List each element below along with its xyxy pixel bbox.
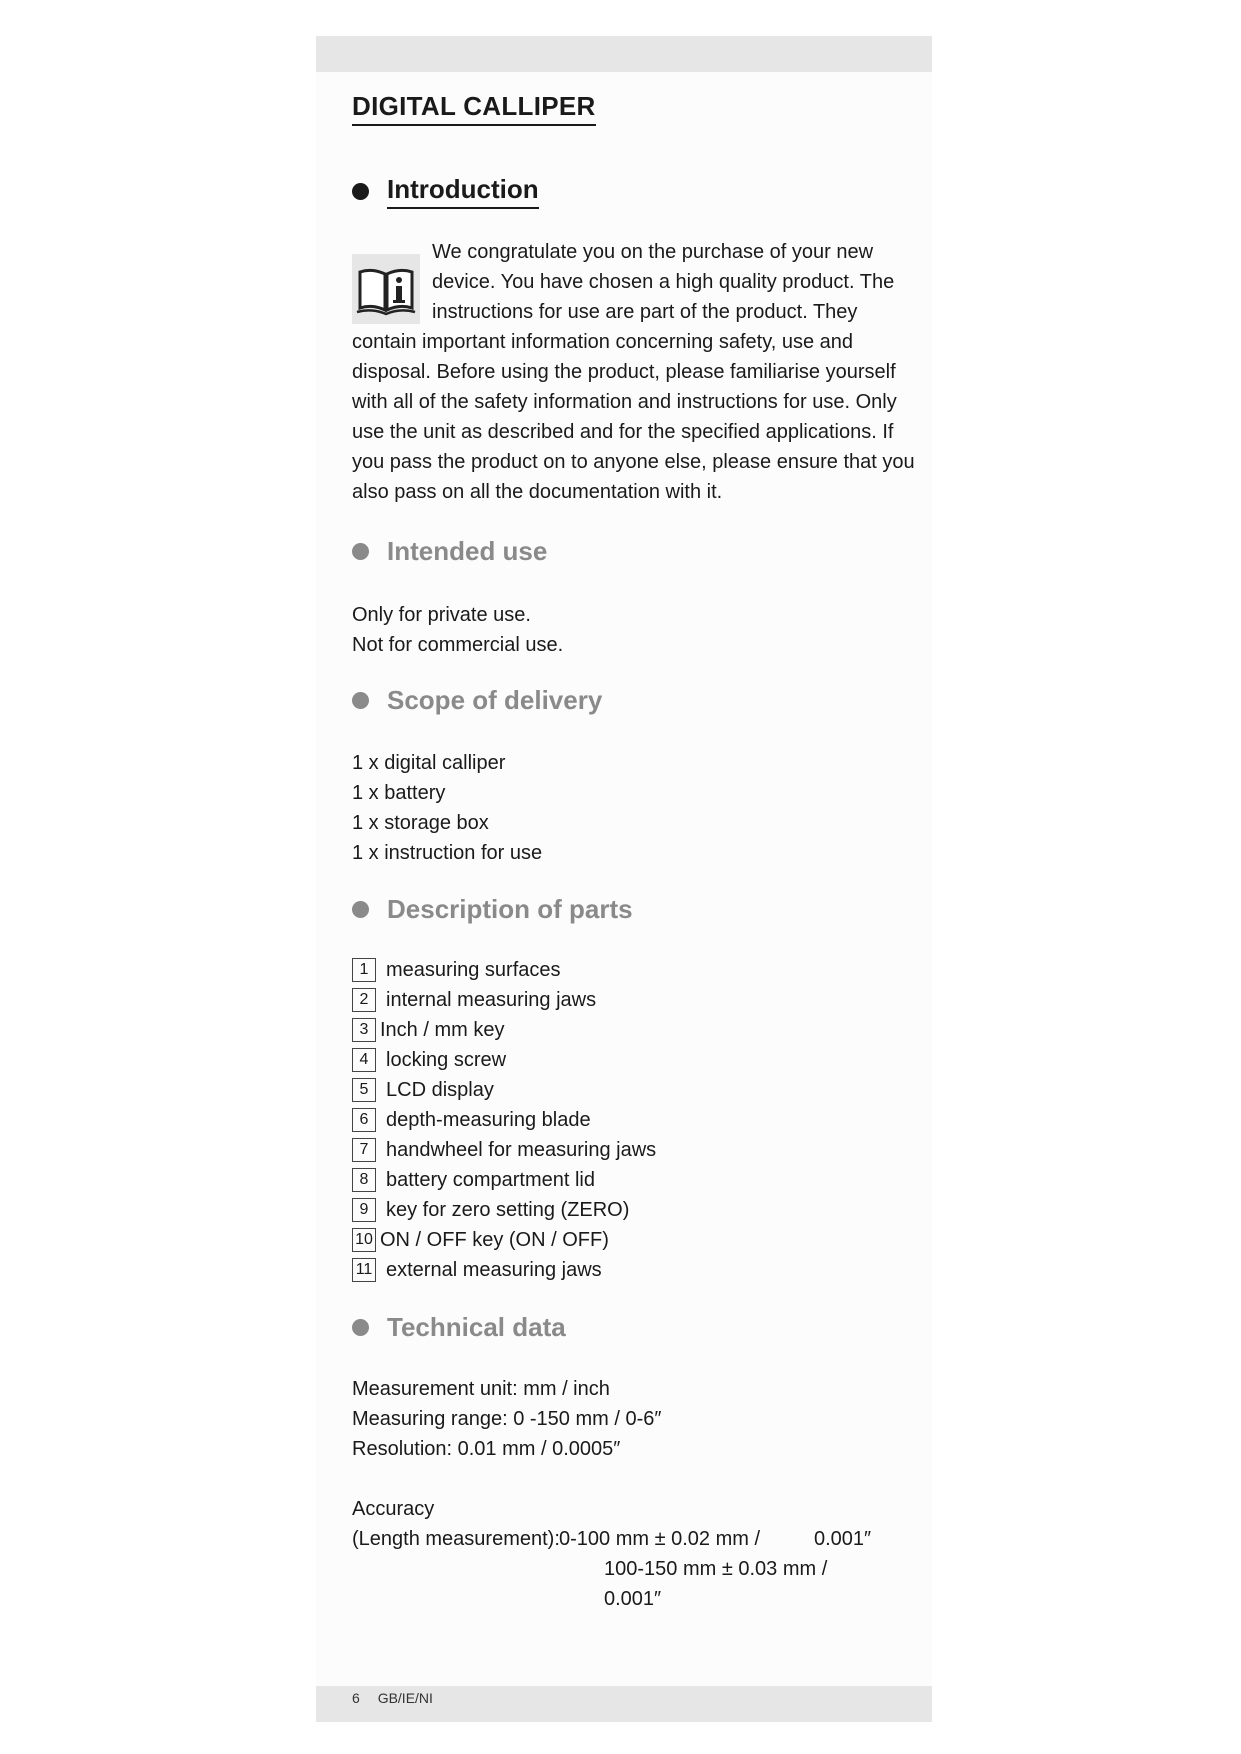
section-heading-parts: [352, 894, 633, 925]
part-number: 2: [352, 988, 376, 1012]
part-item: [352, 1048, 506, 1072]
scope-item: 1 x battery: [352, 782, 446, 804]
part-number: 1: [352, 958, 376, 982]
intro-text-line: instructions for use are part of the product. They: [432, 301, 858, 323]
part-item: [352, 1018, 504, 1042]
tech-unit: Measurement unit: mm / inch: [352, 1378, 610, 1400]
part-item: [352, 1168, 595, 1192]
tech-accuracy-line: 0.001″: [814, 1528, 872, 1550]
part-number: 6: [352, 1108, 376, 1132]
part-label: LCD display: [386, 1078, 494, 1101]
part-item: [352, 988, 596, 1012]
part-label: battery compartment lid: [386, 1168, 595, 1191]
part-item: [352, 1138, 656, 1162]
intro-text-line: use the unit as described and for the specified applications. If: [352, 421, 894, 443]
part-number: 11: [352, 1258, 376, 1282]
part-label: external measuring jaws: [386, 1258, 602, 1281]
part-number: 7: [352, 1138, 376, 1162]
part-item: [352, 1078, 494, 1102]
section-label: Scope of delivery: [387, 685, 603, 715]
section-label: Intended use: [387, 536, 548, 566]
section-heading-introduction: [352, 174, 539, 209]
part-label: key for zero setting (ZERO): [386, 1198, 630, 1221]
part-label: ON / OFF key (ON / OFF): [380, 1228, 609, 1251]
bullet-icon: [352, 1319, 369, 1336]
region-code: GB/IE/NI: [377, 1690, 433, 1706]
part-number: 4: [352, 1048, 376, 1072]
page-footer: [352, 1690, 433, 1706]
tech-accuracy-line: 0.001″: [604, 1588, 662, 1610]
part-item: [352, 1228, 609, 1252]
tech-resolution: Resolution: 0.01 mm / 0.0005″: [352, 1438, 621, 1460]
part-number: 8: [352, 1168, 376, 1192]
section-label: Technical data: [387, 1312, 566, 1342]
part-number: 3: [352, 1018, 376, 1042]
manual-page: [316, 36, 932, 1722]
part-label: measuring surfaces: [386, 958, 561, 981]
scope-item: 1 x storage box: [352, 812, 489, 834]
part-label: depth-measuring blade: [386, 1108, 591, 1131]
part-label: Inch / mm key: [380, 1018, 505, 1041]
document-title: DIGITAL CALLIPER: [352, 91, 596, 126]
part-number: 9: [352, 1198, 376, 1222]
part-label: locking screw: [386, 1048, 507, 1071]
part-label: handwheel for measuring jaws: [386, 1138, 657, 1161]
section-heading-technical: [352, 1312, 566, 1343]
intended-use-line: Only for private use.: [352, 604, 531, 626]
bullet-icon: [352, 692, 369, 709]
tech-range: Measuring range: 0 -150 mm / 0-6″: [352, 1408, 662, 1430]
bullet-icon: [352, 901, 369, 918]
info-book-icon: [352, 254, 420, 324]
section-heading-scope: [352, 685, 602, 716]
tech-length-label: (Length measurement):: [352, 1528, 560, 1550]
bullet-icon: [352, 543, 369, 560]
page-number: 6: [352, 1690, 360, 1706]
scope-item: 1 x digital calliper: [352, 752, 506, 774]
section-label: Introduction: [387, 174, 539, 209]
intended-use-line: Not for commercial use.: [352, 634, 564, 656]
section-heading-intended-use: [352, 536, 547, 567]
intro-text-line: device. You have chosen a high quality product. The: [432, 271, 895, 293]
intro-text-line: disposal. Before using the product, please familiarise yourself: [352, 361, 896, 383]
part-item: [352, 1258, 602, 1282]
part-label: internal measuring jaws: [386, 988, 597, 1011]
section-label: Description of parts: [387, 894, 633, 924]
part-item: [352, 1198, 629, 1222]
header-band: [316, 36, 932, 72]
intro-text-line: contain important information concerning safety, use and: [352, 331, 854, 353]
intro-text-line: with all of the safety information and instructions for use. Only: [352, 391, 897, 413]
scope-item: 1 x instruction for use: [352, 842, 543, 864]
bullet-icon: [352, 183, 369, 200]
intro-text-line: you pass the product on to anyone else, please ensure that you: [352, 451, 915, 473]
part-item: [352, 1108, 591, 1132]
tech-accuracy-line: 0-100 mm ± 0.02 mm /: [559, 1528, 761, 1550]
part-item: [352, 958, 561, 982]
tech-accuracy-line: 100-150 mm ± 0.03 mm /: [604, 1558, 828, 1580]
tech-accuracy-label: Accuracy: [352, 1498, 435, 1520]
part-number: 10: [352, 1228, 376, 1252]
intro-text-line: We congratulate you on the purchase of your new: [432, 241, 874, 263]
part-number: 5: [352, 1078, 376, 1102]
intro-text-line: also pass on all the documentation with it.: [352, 481, 723, 503]
